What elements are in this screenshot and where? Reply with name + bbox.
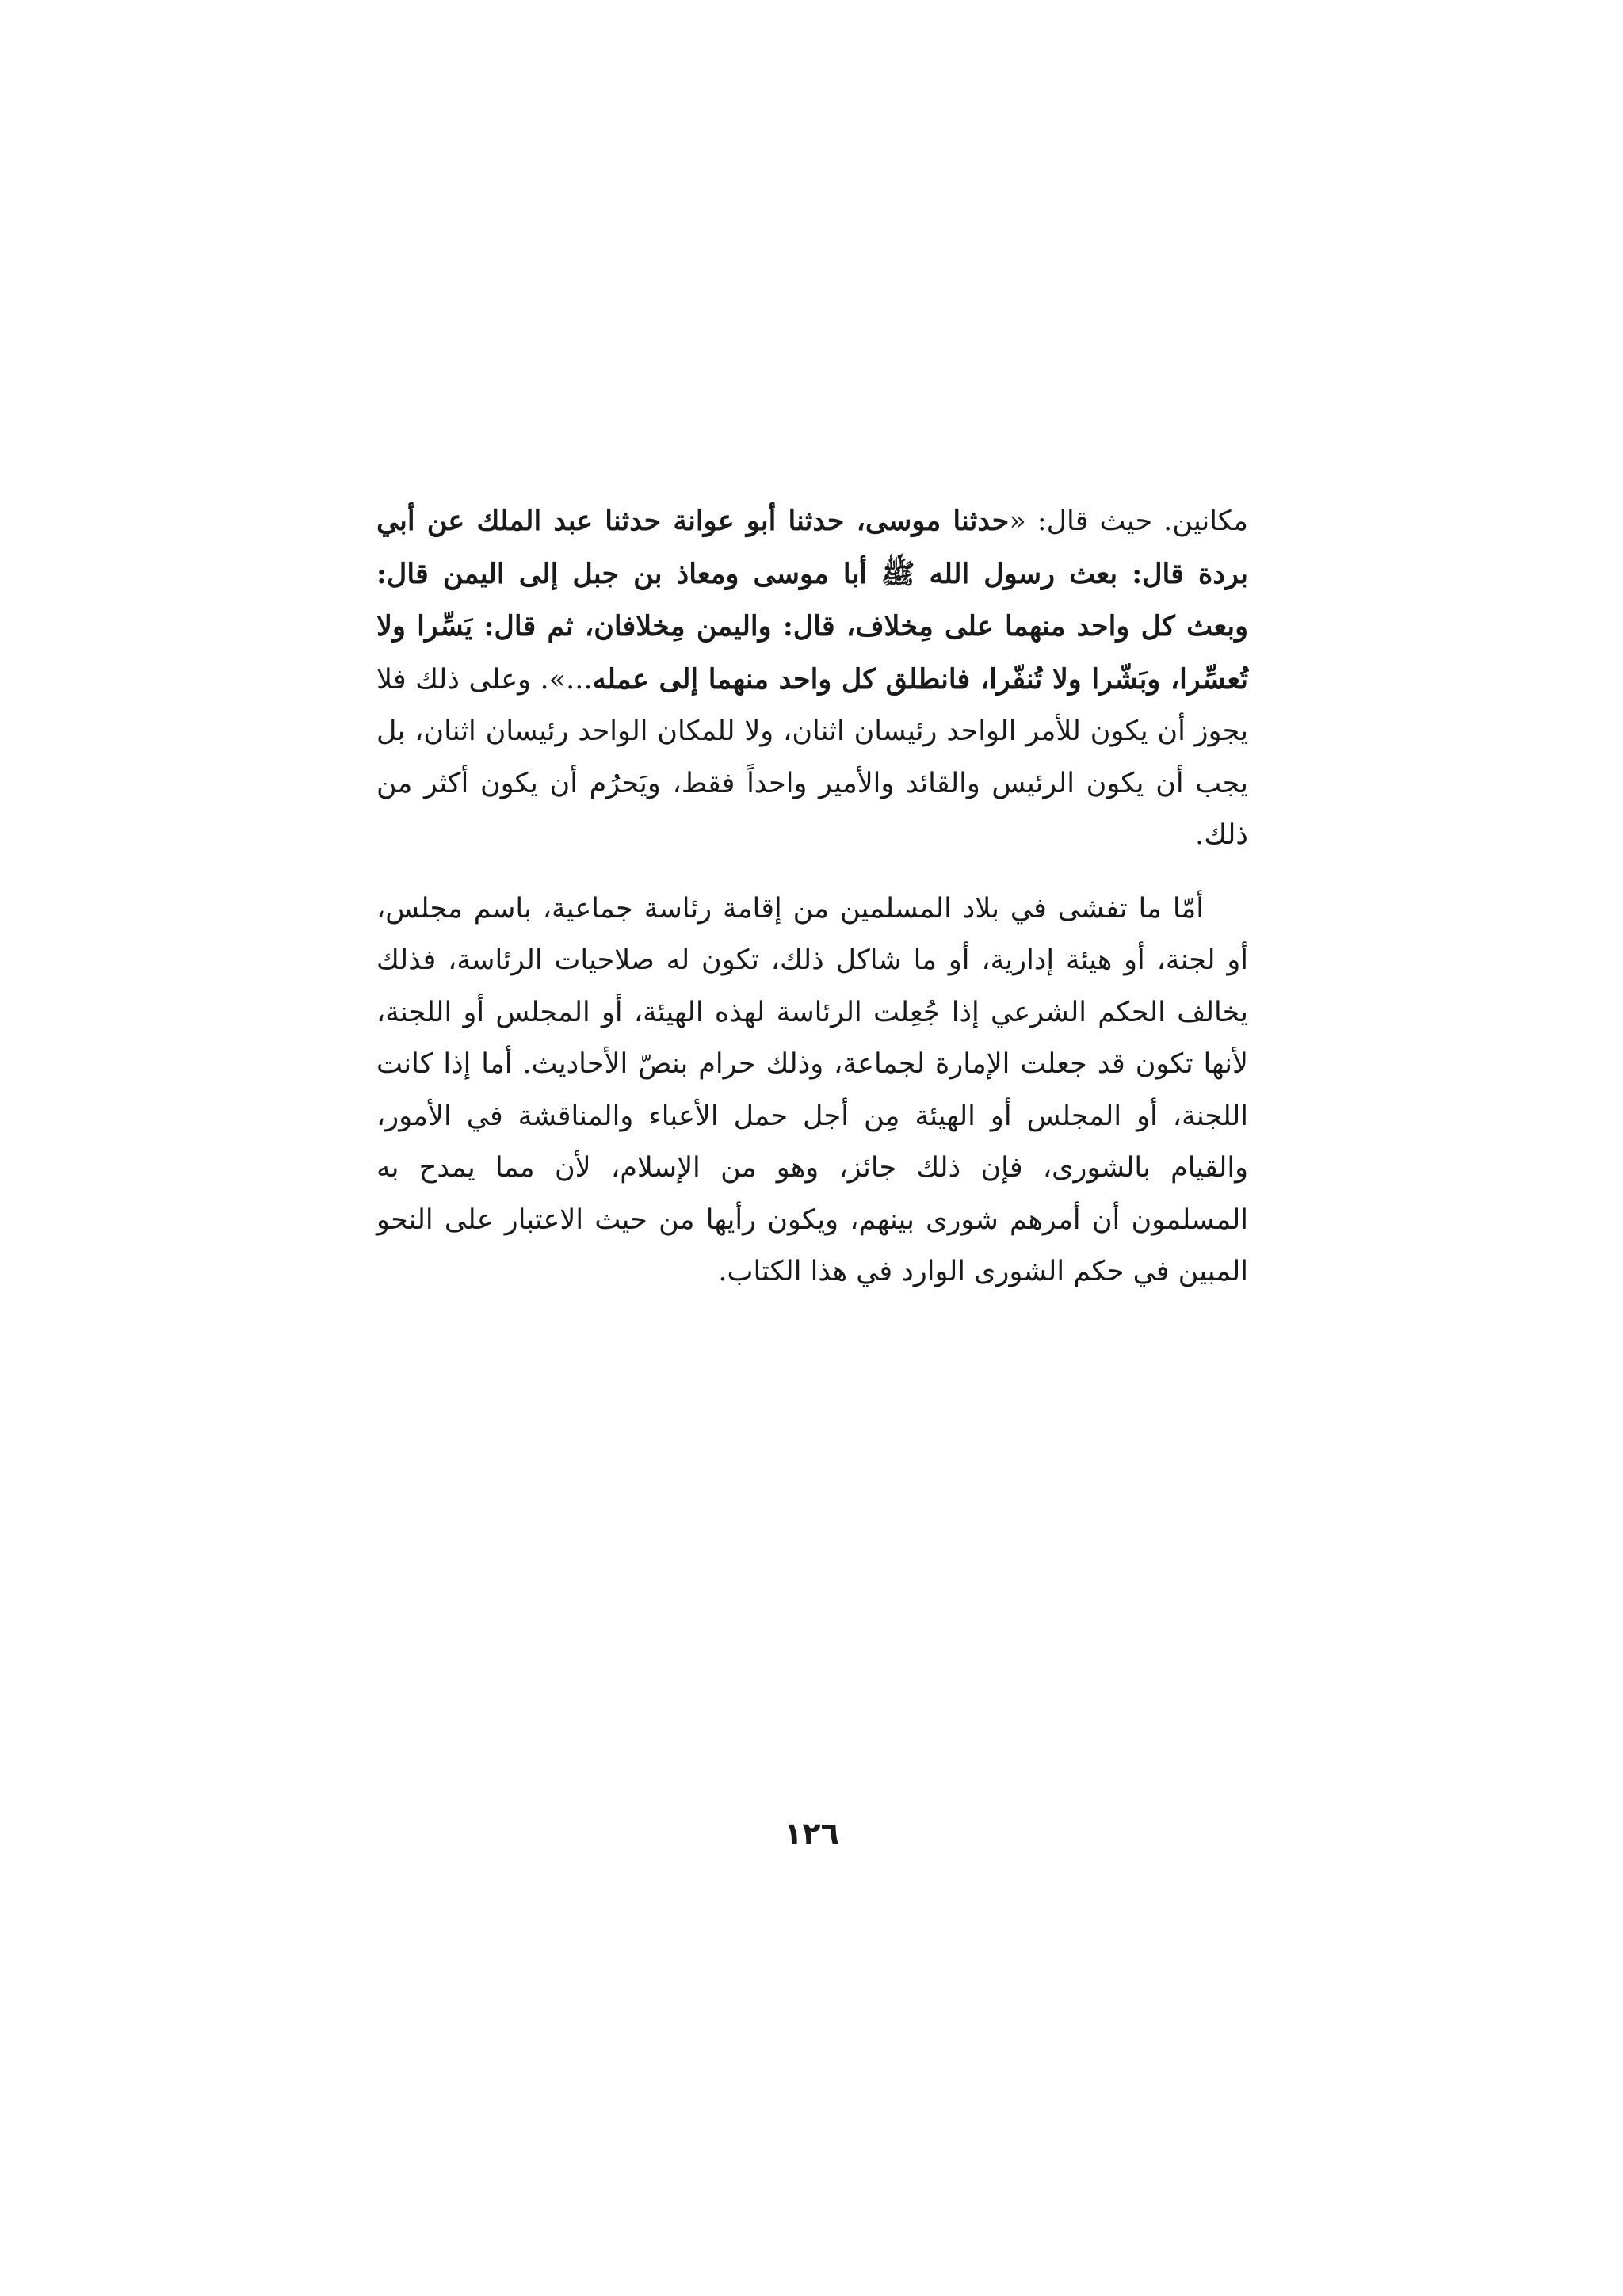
paragraph-hadith [376,495,1248,862]
paragraph-intro: مكانين. حيث قال: « [1009,505,1248,537]
hadith-quote: حدثنا موسى، حدثنا أبو عوانة حدثنا عبد الملك عن أبي بردة قال: بعث رسول الله ﷺ أبا موسى ومعاذ بن جبل إلى اليمن قال: وبعث كل واحد منهما على مِخلاف، قال: واليمن مِخلافان، ثم قال: يَسِّرا ولا تُعسِّرا، وبَشّرا ولا تُنفّرا، فانطلق كل واحد منهما إلى عمله [376,505,1249,696]
paragraph-collective-leadership: أمّا ما تفشى في بلاد المسلمين من إقامة رئاسة جماعية، باسم مجلس، أو لجنة، أو هيئة إدارية، أو ما شاكل ذلك، تكون له صلاحيات الرئاسة، فذلك يخالف الحكم الشرعي إذا جُعِلت الرئاسة لهذه الهيئة، أو المجلس أو اللجنة، لأنها تكون قد جعلت الإمارة لجماعة، وذلك حرام بنصّ الأحاديث. أما إذا كانت اللجنة، أو المجلس أو الهيئة مِن أجل حمل الأعباء والمناقشة في الأمور، والقيام بالشورى، فإن ذلك جائز، وهو من الإسلام، لأن مما يمدح به المسلمون أن أمرهم شورى بينهم، ويكون رأيها من حيث الاعتبار على النحو المبين في حكم الشورى الوارد في هذا الكتاب. [376,892,1248,1287]
page-number: ١٢٦ [784,1816,839,1851]
paragraph-closing: ...». وعلى ذلك فلا يجوز أن يكون للأمر الواحد رئيسان اثنان، ولا للمكان الواحد رئيسان اثنان، بل يجب أن يكون الرئيس والقائد والأمير واحداً فقط، ويَحرُم أن يكون أكثر من ذلك. [376,663,1248,851]
body-text [376,495,1248,1299]
